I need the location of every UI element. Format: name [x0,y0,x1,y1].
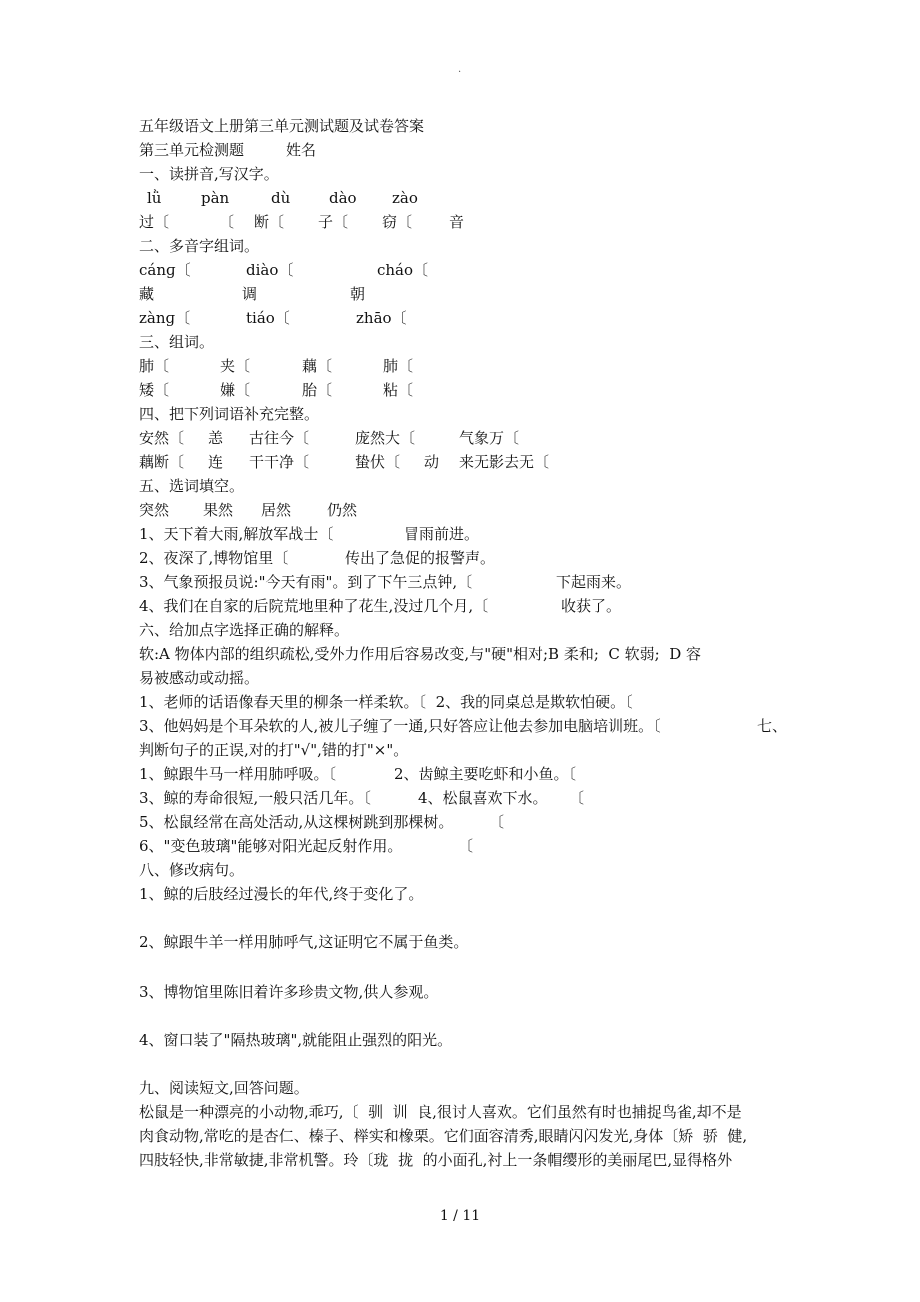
pinyin-3: dù [271,189,291,207]
polyphone-pinyin-2: diào〔 [246,261,294,279]
top-dot: . [458,64,462,75]
reading-passage-line-3: 四肢轻快,非常敏捷,非常机警。玲〔珑 拢 的小面孔,衬上一条帽缨形的美丽尾巴,显得格外 [139,1151,733,1169]
fix-sentence-4: 4、窗口装了"隔热玻璃",就能阻止强烈的阳光。 [139,1031,453,1049]
choice-questions-1-2: 1、老师的话语像春天里的柳条一样柔软。〔 2、我的同桌总是欺软怕硬。〔 [139,693,633,711]
judge-question-6-paren: 〔 [458,837,474,855]
polyphone-pinyin-4: zànɡ〔 [139,309,191,327]
fill-question-2: 2、夜深了,博物馆里〔 [139,549,289,567]
section-4-heading: 四、把下列词语补充完整。 [139,405,320,423]
judge-question-6: 6、"变色玻璃"能够对阳光起反射作用。 [139,837,403,855]
word-item-1: 肺〔 [139,357,170,375]
polyphone-pinyin-1: cánɡ〔 [139,261,191,279]
hanzi-blank-3: 断〔 [254,213,285,231]
definition-line-1: 软:A 物体内部的组织疏松,受外力作用后容易改变,与"硬"相对;B 柔和; C 软弱; D 容 [139,645,702,663]
judge-question-2: 2、齿鲸主要吃虾和小鱼。〔 [394,765,577,783]
section-6-heading: 六、给加点字选择正确的解释。 [139,621,350,639]
polyphone-pinyin-6: zhāo〔 [356,309,407,327]
idiom-5b: 连 [208,453,224,471]
fix-sentence-3: 3、博物馆里陈旧着许多珍贵文物,供人参观。 [139,983,439,1001]
choice-question-3: 3、他妈妈是个耳朵软的人,被儿子缠了一通,只好答应让他去参加电脑培训班。〔 [139,717,661,735]
idiom-3: 庞然大〔 [355,429,416,447]
word-item-3: 藕〔 [302,357,333,375]
reading-passage-line-2: 肉食动物,常吃的是杏仁、榛子、榉实和橡栗。它们面容清秀,眼睛闪闪发光,身体〔矫 骄 健, [139,1127,748,1145]
word-choice-3: 居然 [261,501,292,519]
judge-question-1: 1、鲸跟牛马一样用肺呼吸。〔 [139,765,337,783]
idiom-4: 气象万〔 [459,429,520,447]
fill-question-1: 1、天下着大雨,解放军战士〔 [139,525,334,543]
hanzi-blank-6: 音 [449,213,465,231]
fill-question-3-end: 下起雨来。 [556,573,632,591]
judge-question-4: 4、松鼠喜欢下水。 [418,789,548,807]
pinyin-2: pàn [201,189,230,207]
fill-question-1-end: 冒雨前进。 [404,525,480,543]
word-choice-2: 果然 [203,501,234,519]
hanzi-blank-2: 〔 [219,213,235,231]
polyphone-char-2: 调 [242,285,258,303]
hanzi-blank-1: 过〔 [139,213,170,231]
section-2-heading: 二、多音字组词。 [139,237,260,255]
word-item-2: 夹〔 [220,357,251,375]
judge-question-5-paren: 〔 [489,813,505,831]
subtitle: 第三单元检测题 [139,141,245,159]
hanzi-blank-5: 窃〔 [382,213,413,231]
reading-passage-line-1: 松鼠是一种漂亮的小动物,乖巧,〔 驯 训 良,很讨人喜欢。它们虽然有时也捕捉鸟雀,却不是 [139,1103,742,1121]
idiom-7b: 动 [424,453,440,471]
section-8-heading: 八、修改病句。 [139,861,245,879]
document-title: 五年级语文上册第三单元测试题及试卷答案 [139,117,425,135]
name-label: 姓名 [286,141,317,159]
word-item-5: 矮〔 [139,381,170,399]
fix-sentence-2: 2、鲸跟牛羊一样用肺呼气,这证明它不属于鱼类。 [139,933,469,951]
polyphone-pinyin-5: tiáo〔 [246,309,290,327]
judge-question-4-paren: 〔 [569,789,585,807]
fill-question-4-end: 收获了。 [561,597,622,615]
polyphone-char-3: 朝 [350,285,366,303]
hanzi-blank-4: 子〔 [318,213,349,231]
word-item-4: 肺〔 [383,357,414,375]
section-1-heading: 一、读拼音,写汉字。 [139,165,279,183]
definition-line-2: 易被感动或动摇。 [139,669,260,687]
section-7-heading: 判断句子的正误,对的打"√",错的打"×"。 [139,741,409,759]
section-9-heading: 九、阅读短文,回答问题。 [139,1079,309,1097]
fill-question-4: 4、我们在自家的后院荒地里种了花生,没过几个月,〔 [139,597,489,615]
judge-question-5: 5、松鼠经常在高处活动,从这棵树跳到那棵树。 [139,813,454,831]
idiom-2: 古往今〔 [249,429,310,447]
word-item-8: 粘〔 [383,381,414,399]
word-choice-4: 仍然 [327,501,358,519]
fill-question-2-end: 传出了急促的报警声。 [345,549,496,567]
idiom-1b: 恙 [208,429,224,447]
page-number: 1 / 11 [439,1208,481,1224]
idiom-6: 干干净〔 [249,453,310,471]
word-item-7: 胎〔 [302,381,333,399]
judge-question-3: 3、鲸的寿命很短,一般只活几年。〔 [139,789,371,807]
idiom-1a: 安然〔 [139,429,185,447]
pinyin-1: lǜ [147,189,162,207]
polyphone-char-1: 藏 [139,285,155,303]
pinyin-4: dào [329,189,357,207]
idiom-8: 来无影去无〔 [459,453,550,471]
idiom-7a: 蛰伏〔 [355,453,401,471]
section-5-heading: 五、选词填空。 [139,477,245,495]
polyphone-pinyin-3: cháo〔 [377,261,429,279]
idiom-5a: 藕断〔 [139,453,185,471]
word-choice-1: 突然 [139,501,170,519]
word-item-6: 嫌〔 [220,381,251,399]
fill-question-3: 3、气象预报员说:"今天有雨"。到了下午三点钟,〔 [139,573,473,591]
fix-sentence-1: 1、鲸的后肢经过漫长的年代,终于变化了。 [139,885,424,903]
pinyin-5: zào [392,189,418,207]
section-3-heading: 三、组词。 [139,333,215,351]
section-7-number: 七、 [757,717,788,735]
